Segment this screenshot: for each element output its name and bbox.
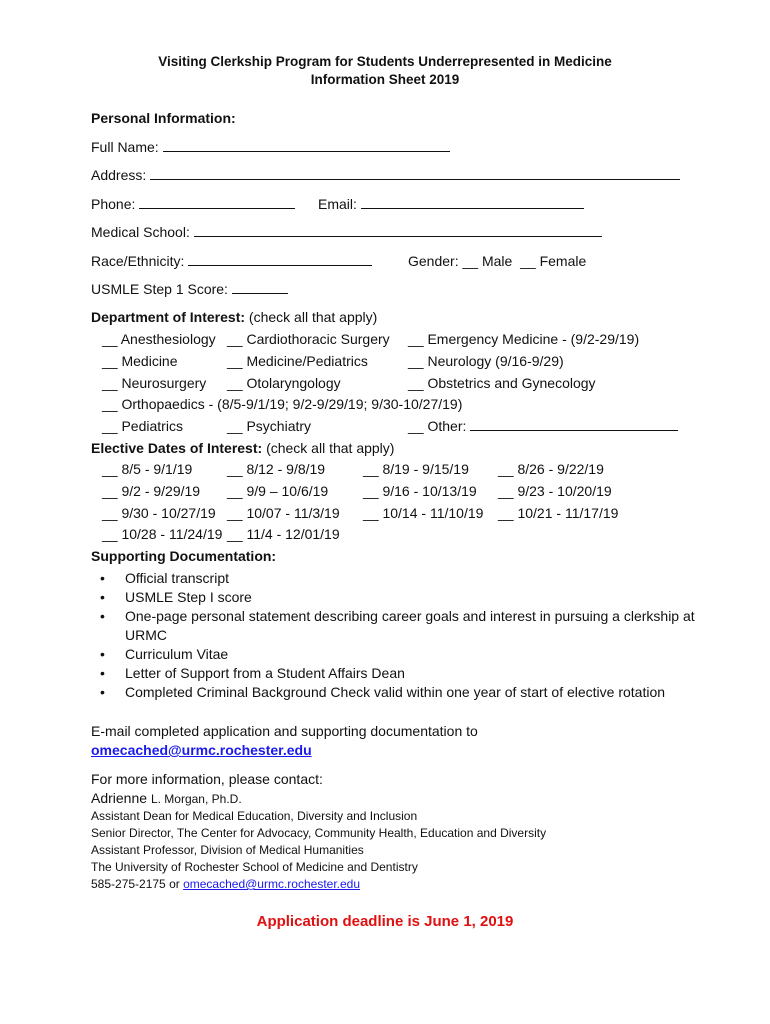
contact-email-link[interactable]: omecached@urmc.rochester.edu [183, 877, 361, 891]
contact-title-3: Assistant Professor, Division of Medical Humanities [91, 843, 364, 857]
submit-text: E-mail completed application and supporting documentation to [91, 723, 478, 739]
elective-heading-row [91, 440, 394, 456]
contact-phone-row: 585-275-2175 or omecached@urmc.rochester.edu [91, 877, 361, 891]
department-heading: Department of Interest: [91, 309, 246, 325]
contact-institution: The University of Rochester School of Medicine and Dentistry [91, 860, 418, 874]
elective-heading: Elective Dates of Interest: [91, 440, 263, 456]
dept-option-otolaryngology[interactable]: __ Otolaryngology [227, 375, 341, 391]
elective-date-option[interactable]: __ 9/16 - 10/13/19 [363, 483, 477, 499]
list-item: • Letter of Support from a Student Affairs Dean [100, 665, 405, 681]
list-item: • Official transcript [100, 570, 229, 586]
medical-school-row [91, 224, 602, 240]
elective-date-option[interactable]: __ 11/4 - 12/01/19 [227, 526, 340, 542]
title-line-2: Information Sheet 2019 [310, 72, 460, 87]
dept-option-medicine[interactable]: __ Medicine [102, 353, 178, 369]
gender-label: Gender: [408, 253, 459, 269]
race-field[interactable] [188, 253, 372, 266]
gender-male-blank[interactable]: __ [462, 253, 479, 269]
address-row [91, 167, 680, 183]
full-name-row [91, 139, 450, 155]
supporting-heading: Supporting Documentation: [91, 548, 277, 564]
phone-row [91, 196, 295, 212]
dept-option-emergency[interactable]: __ Emergency Medicine - (9/2-29/19) [408, 331, 640, 347]
elective-date-option[interactable]: __ 10/28 - 11/24/19 [102, 526, 223, 542]
elective-date-option[interactable]: __ 8/5 - 9/1/19 [102, 461, 193, 477]
elective-hint: (check all that apply) [266, 440, 395, 456]
dept-option-obgyn[interactable]: __ Obstetrics and Gynecology [408, 375, 596, 391]
contact-title-2: Senior Director, The Center for Advocacy, Community Health, Education and Diversity [91, 826, 547, 840]
elective-date-option[interactable]: __ 9/2 - 9/29/19 [102, 483, 201, 499]
usmle-label: USMLE Step 1 Score: [91, 281, 228, 297]
title-line-1: Visiting Clerkship Program for Students Underrepresented in Medicine [158, 54, 612, 69]
elective-date-option[interactable]: __ 8/19 - 9/15/19 [363, 461, 469, 477]
elective-date-option[interactable]: __ 9/23 - 10/20/19 [498, 483, 612, 499]
dept-option-other[interactable]: __ Other: [408, 418, 678, 434]
list-item: • Completed Criminal Background Check valid within one year of start of elective rotation [100, 684, 666, 700]
email-row [318, 196, 584, 212]
email-field[interactable] [361, 196, 584, 209]
dept-option-neurosurgery[interactable]: __ Neurosurgery [102, 375, 207, 391]
phone-field[interactable] [139, 196, 295, 209]
full-name-field[interactable] [163, 139, 450, 152]
elective-date-option[interactable]: __ 9/30 - 10/27/19 [102, 505, 216, 521]
dept-option-neurology[interactable]: __ Neurology (9/16-9/29) [408, 353, 564, 369]
full-name-label: Full Name: [91, 139, 159, 155]
gender-female-blank[interactable]: __ [520, 253, 536, 269]
dept-option-psychiatry[interactable]: __ Psychiatry [227, 418, 312, 434]
dept-option-pediatrics[interactable]: __ Pediatrics [102, 418, 183, 434]
dept-option-orthopaedics[interactable]: __ Orthopaedics - (8/5-9/1/19; 9/2-9/29/19; 9/30-10/27/19) [102, 396, 463, 412]
submit-email-row [91, 742, 312, 758]
department-heading-row [91, 309, 377, 325]
usmle-row [91, 281, 288, 297]
list-item: • USMLE Step I score [100, 589, 252, 605]
elective-date-option[interactable]: __ 8/26 - 9/22/19 [498, 461, 604, 477]
email-label: Email: [318, 196, 357, 212]
submit-email-link[interactable]: omecached@urmc.rochester.edu [91, 742, 312, 758]
dept-option-cardiothoracic[interactable]: __ Cardiothoracic Surgery [227, 331, 390, 347]
personal-heading: Personal Information: [91, 110, 236, 126]
dept-other-field[interactable] [470, 418, 678, 431]
address-field[interactable] [150, 167, 680, 180]
elective-date-option[interactable]: __ 9/9 – 10/6/19 [227, 483, 329, 499]
supporting-list [100, 569, 700, 702]
phone-label: Phone: [91, 196, 136, 212]
gender-female-label: Female [539, 253, 587, 269]
dept-option-med-peds[interactable]: __ Medicine/Pediatrics [227, 353, 368, 369]
medical-school-field[interactable] [194, 224, 602, 237]
list-item: • Curriculum Vitae [100, 646, 229, 662]
address-label: Address: [91, 167, 147, 183]
list-item: • One-page personal statement describing career goals and interest in pursuing a clerkship at URMC [100, 608, 695, 643]
gender-male-label: Male [481, 253, 513, 269]
usmle-field[interactable] [232, 281, 288, 294]
medical-school-label: Medical School: [91, 224, 190, 240]
elective-date-option[interactable]: __ 10/14 - 11/10/19 [363, 505, 484, 521]
contact-intro: For more information, please contact: [91, 771, 323, 787]
race-row [91, 253, 372, 269]
contact-name: Adrienne L. Morgan, Ph.D. [91, 790, 242, 806]
deadline-notice: Application deadline is June 1, 2019 [256, 913, 514, 930]
department-hint: (check all that apply) [248, 309, 378, 325]
elective-date-option[interactable]: __ 8/12 - 9/8/19 [227, 461, 326, 477]
elective-date-option[interactable]: __ 10/07 - 11/3/19 [227, 505, 340, 521]
contact-title-1: Assistant Dean for Medical Education, Diversity and Inclusion [91, 809, 418, 823]
dept-option-anesthesiology[interactable]: __ Anesthesiology [102, 331, 216, 347]
elective-date-option[interactable]: __ 10/21 - 11/17/19 [498, 505, 619, 521]
gender-row [408, 253, 586, 269]
race-label: Race/Ethnicity: [91, 253, 185, 269]
